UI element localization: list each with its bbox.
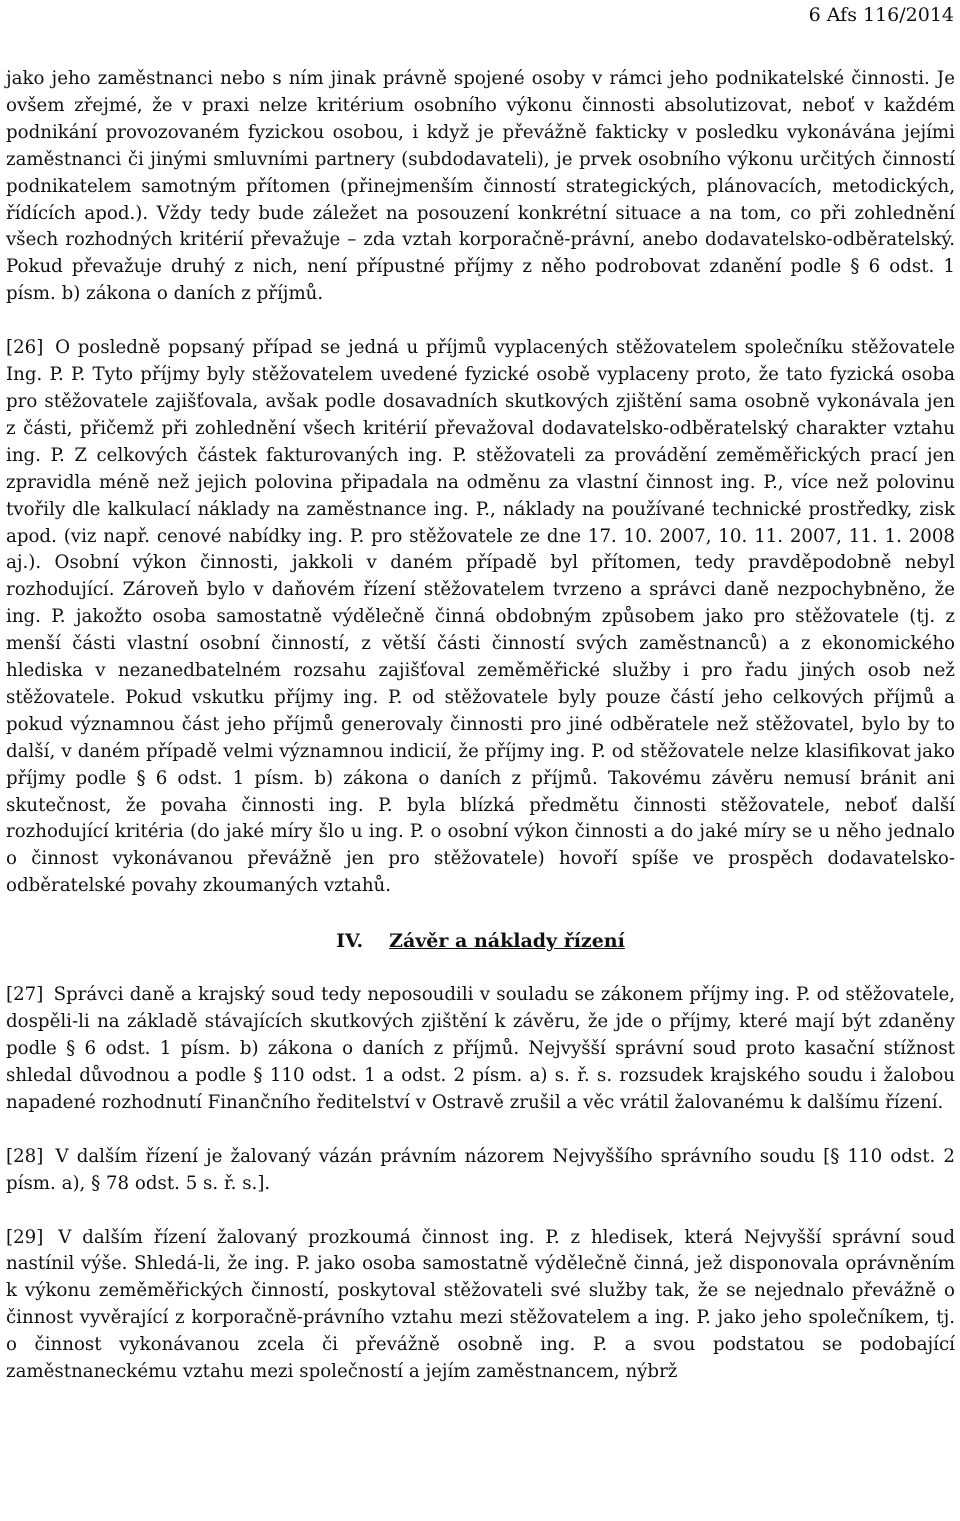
- continuation-paragraph: jako jeho zaměstnanci nebo s ním jinak právně spojené osoby v rámci jeho podnikatelské činnosti. Je ovšem zřejmé, že v praxi nelze kritérium osobního výkonu činnosti absolutizovat, neboť v každém podnikání provozovaném fyzickou osobou, i když je převážně fakticky v posledku vykonávána jejími zaměstnanci či jinými smluvními partnery (subdodavateli), je prvek osobního výkonu určitých činností podnikatelem samotným přítomen (přinejmenším činností strategických, plánovacích, metodických, řídících apod.). Vždy tedy bude záležet na posouzení konkrétní situace a na tom, co při zohlednění všech rozhodných kritérií převažuje – zda vztah korporačně-právní, anebo dodavatelsko-odběratelský. Pokud převažuje druhý z nich, není přípustné příjmy z něho podrobovat zdanění podle § 6 odst. 1 písm. b) zákona o daních z příjmů.: [6, 68, 955, 305]
- paragraph-number: [26]: [6, 337, 44, 359]
- section-heading: [6, 928, 955, 954]
- paragraph-text: Správci daně a krajský soud tedy neposoudili v souladu se zákonem příjmy ing. P. od stěžovatele, dospěli-li na základě stávajících skutkových zjištění k závěru, že jde o příjmy, které mají být zdaněny podle § 6 odst. 1 písm. b) zákona o daních z příjmů. Nejvyšší správní soud proto kasační stížnost shledal důvodnou a podle § 110 odst. 1 a odst. 2 písm. a) s. ř. s. rozsudek krajského soudu i žalobou napadené rozhodnutí Finančního ředitelství v Ostravě zrušil a věc vrátil žalovanému k dalšímu řízení.: [6, 984, 955, 1113]
- document-body: [6, 66, 955, 1386]
- paragraph-27: [6, 982, 955, 1117]
- paragraph-29: [6, 1225, 955, 1386]
- paragraph-number: [28]: [6, 1145, 44, 1167]
- paragraph-text: V dalším řízení je žalovaný vázán právním názorem Nejvyššího správního soudu [§ 110 odst. 2 písm. a), § 78 odst. 5 s. ř. s.].: [6, 1145, 955, 1194]
- case-number: 6 Afs 116/2014: [808, 4, 954, 26]
- section-title: Závěr a náklady řízení: [389, 930, 625, 953]
- paragraph-26: [6, 335, 955, 900]
- paragraph-number: [29]: [6, 1226, 44, 1248]
- paragraph-text: V dalším řízení žalovaný prozkoumá činnost ing. P. z hledisek, která Nejvyšší správní soud nastínil výše. Shledá-li, že ing. P. jako osoba samostatně výdělečně činná, jež disponovala oprávněním k výkonu zeměměřických činností, poskytoval stěžovateli své služby tak, že se nejednalo převážně o činnost vyvěrající z korporačně-právního vztahu mezi stěžovatelem a ing. P. jako jeho společníkem, tj. o činnost vykonávanou zcela či převážně osobně ing. P. a svou podstatou se podobající zaměstnaneckému vztahu mezi společností a jejím zaměstnancem, nýbrž: [6, 1226, 955, 1383]
- paragraph-number: [27]: [6, 984, 44, 1006]
- section-number: IV.: [336, 930, 364, 953]
- paragraph-text: O posledně popsaný případ se jedná u příjmů vyplacených stěžovatelem společníku stěžovatele Ing. P. P. Tyto příjmy byly stěžovatelem uvedené fyzické osobě vyplaceny proto, že tato fyzická osoba pro stěžovatele zajišťovala, avšak podle dosavadních skutkových zjištění sama osobně vykonávala jen z části, přičemž při zohlednění všech kritérií převažoval dodavatelsko-odběratelský charakter vztahu ing. P. Z celkových částek fakturovaných ing. P. stěžovateli za provádění zeměměřických prací jen zpravidla méně než jejich polovina připadala na odměnu za vlastní činnost ing. P., více než polovinu tvořily dle kalkulací náklady na zaměstnance ing. P., náklady na používané technické prostředky, zisk apod. (viz např. cenové nabídky ing. P. pro stěžovatele ze dne 17. 10. 2007, 10. 11. 2007, 11. 1. 2008 aj.). Osobní výkon činnosti, jakkoli v daném případě byl přítomen, tedy pravděpodobně nebyl rozhodující. Zároveň bylo v daňovém řízení stěžovatelem tvrzeno a správci daně nezpochybněno, že ing. P. jakožto osoba samostatně výdělečně činná obdobným způsobem jako pro stěžovatele (tj. z menší části vlastní osobní činností, z větší části činností svých zaměstnanců) a z ekonomického hlediska v nezanedbatelném rozsahu zajišťoval zeměměřické služby i pro řadu jiných osob než stěžovatele. Pokud vskutku příjmy ing. P. od stěžovatele byly pouze částí jeho celkových příjmů a pokud významnou část jeho příjmů generovaly činnosti pro jiné odběratele než stěžovatel, bylo by to další, v daném případě velmi významnou indicií, že příjmy ing. P. od stěžovatele nelze klasifikovat jako příjmy podle § 6 odst. 1 písm. b) zákona o daních z příjmů. Takovému závěru nemusí bránit ani skutečnost, že povaha činnosti ing. P. byla blízká předmětu činnosti stěžovatele, neboť další rozhodující kritéria (do jaké míry šlo u ing. P. o osobní výkon činnosti a do jaké míry se u něho jednalo o činnost vykonávanou převážně jen pro stěžovatele) hovoří spíše ve prospěch dodavatelsko-odběratelské povahy zkoumaných vztahů.: [6, 337, 955, 897]
- paragraph-28: [6, 1144, 955, 1198]
